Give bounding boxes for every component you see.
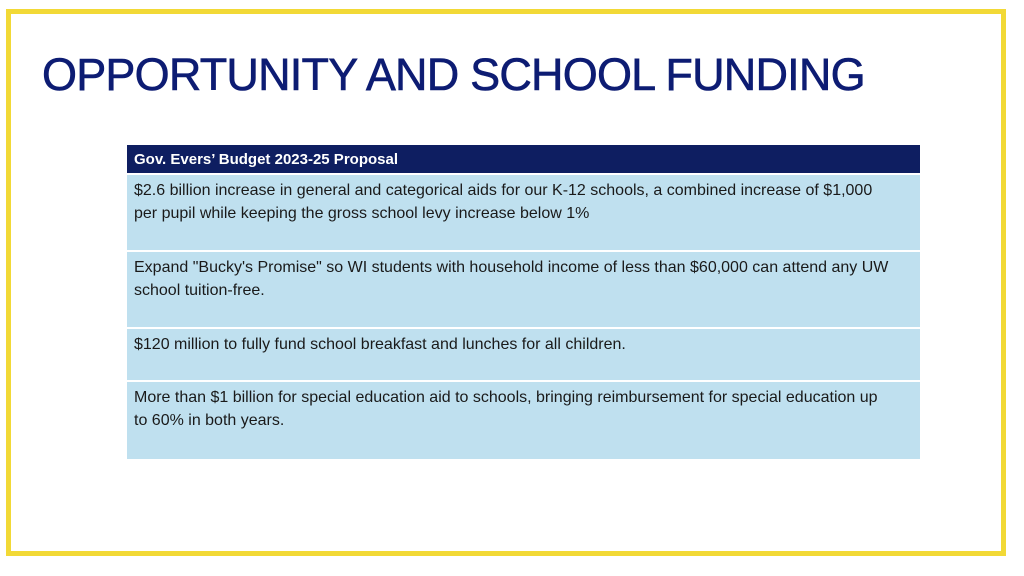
- budget-proposal-table: [127, 145, 920, 459]
- table-row: $2.6 billion increase in general and categorical aids for our K-12 schools, a combined increase of $1,000 per pupil while keeping the gross school levy increase below 1%: [127, 175, 920, 252]
- table-row: More than $1 billion for special education aid to schools, bringing reimbursement for special education up to 60% in both years.: [127, 382, 920, 459]
- table-row: $120 million to fully fund school breakfast and lunches for all children.: [127, 329, 920, 382]
- slide-title: OPPORTUNITY AND SCHOOL FUNDING: [42, 49, 865, 100]
- table-row: Expand "Bucky's Promise" so WI students with household income of less than $60,000 can attend any UW school tuition-free.: [127, 252, 920, 329]
- table-header: Gov. Evers’ Budget 2023-25 Proposal: [127, 145, 920, 175]
